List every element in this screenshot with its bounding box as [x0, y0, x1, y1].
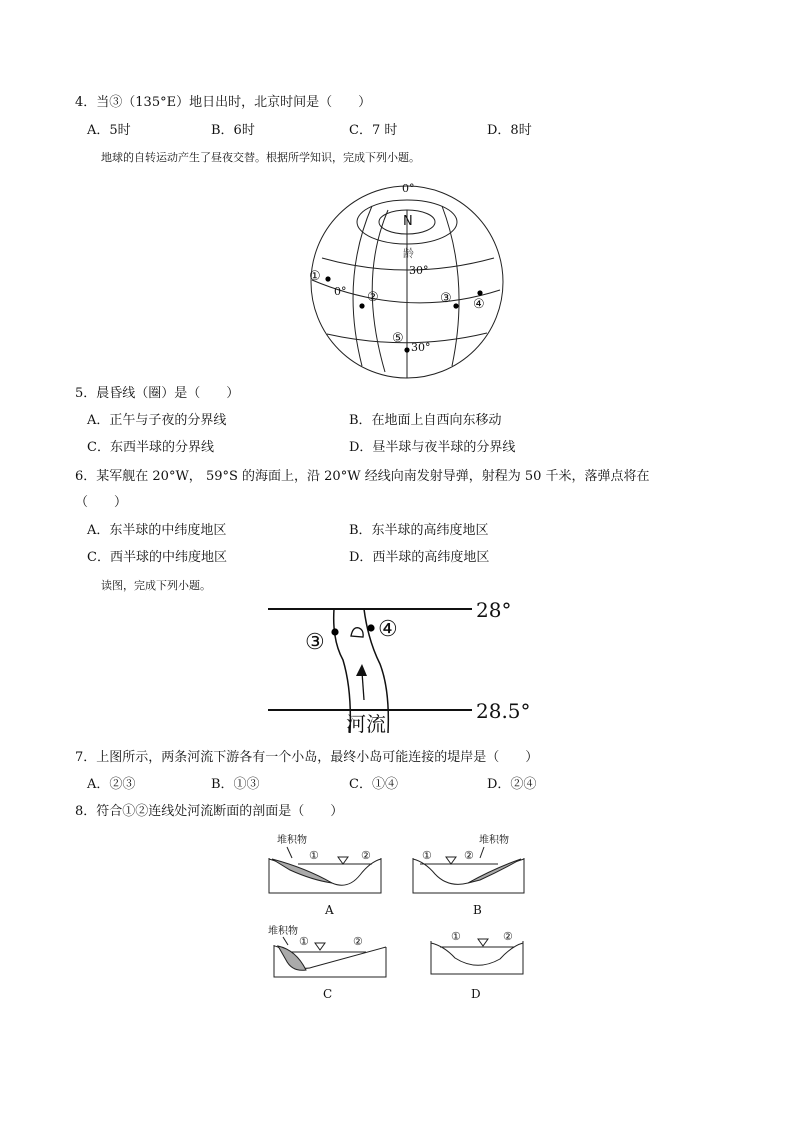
- section-a-marker-2: ②: [361, 849, 371, 862]
- q7-option-b[interactable]: B．①③: [211, 777, 260, 792]
- q7-option-c[interactable]: C．①④: [349, 777, 398, 792]
- globe-label-top-lon: 0°: [402, 182, 415, 195]
- section-a-deposit-label: 堆积物: [277, 835, 307, 846]
- section-a-letter: A: [325, 903, 334, 917]
- section-d-letter: D: [471, 987, 481, 1001]
- river-label-lat-bottom: 28.5°: [476, 699, 531, 723]
- q7-option-d[interactable]: D．②④: [487, 777, 537, 792]
- river-label-lat-top: 28°: [476, 598, 512, 622]
- section-c-deposit-label: 堆积物: [268, 926, 298, 937]
- q5-option-b[interactable]: B．在地面上自西向东移动: [349, 413, 502, 428]
- q6-option-a[interactable]: A．东半球的中纬度地区: [87, 523, 227, 538]
- river-marker-4: ④: [378, 617, 398, 642]
- q7-stem: 7．上图所示，两条河流下游各有一个小岛，最终小岛可能连接的堤岸是（ ）: [75, 750, 539, 765]
- section-d-marker-1: ①: [451, 930, 461, 943]
- section-b-marker-2: ②: [464, 849, 474, 862]
- section-d-profile: [431, 943, 523, 965]
- section-b-marker-1: ①: [422, 849, 432, 862]
- q5-option-c[interactable]: C．东西半球的分界线: [87, 440, 214, 455]
- section-a-deposit: [272, 859, 332, 883]
- q5-option-a[interactable]: A．正午与子夜的分界线: [87, 413, 227, 428]
- q6-stem: 6．某军舰在 20°W， 59°S 的海面上，沿 20°W 经线向南发射导弹，射程为 50 千米，落弹点将在: [75, 469, 650, 484]
- river-marker-3: ③: [305, 630, 325, 655]
- q4-option-b[interactable]: B．6时: [211, 123, 255, 138]
- section-a-marker-1: ①: [309, 849, 319, 862]
- q7-option-a[interactable]: A．②③: [87, 777, 136, 792]
- q5-stem: 5．晨昏线（圈）是（ ）: [75, 386, 240, 401]
- section-d-marker-2: ②: [503, 930, 513, 943]
- section-c-marker-1: ①: [299, 935, 309, 948]
- q6-option-d[interactable]: D．西半球的高纬度地区: [349, 550, 490, 565]
- q6-stem-paren: （ ）: [75, 495, 128, 510]
- q4-option-c[interactable]: C．7 时: [349, 123, 398, 138]
- intro-text-2: 读图，完成下列小题。: [101, 579, 211, 592]
- section-b-deposit-label: 堆积物: [479, 835, 509, 846]
- river-label: 河流: [346, 712, 386, 736]
- section-d-frame: [431, 941, 523, 974]
- globe-marker-1: ①: [309, 269, 321, 284]
- section-b-letter: B: [473, 903, 482, 917]
- q6-option-b[interactable]: B．东半球的高纬度地区: [349, 523, 489, 538]
- q4-option-d[interactable]: D．8时: [487, 123, 532, 138]
- globe-label-0-mid: 0°: [334, 285, 347, 298]
- q8-stem: 8．符合①②连线处河流断面的剖面是（ ）: [75, 804, 344, 819]
- q4-option-a[interactable]: A．5时: [87, 123, 131, 138]
- globe-label-n: N: [403, 214, 413, 229]
- intro-text-1: 地球的自转运动产生了昼夜交替。根据所学知识，完成下列小题。: [101, 151, 420, 164]
- section-c-marker-2: ②: [353, 935, 363, 948]
- globe-label-char: 龄: [403, 247, 414, 260]
- section-c-letter: C: [323, 987, 333, 1001]
- globe-marker-5: ⑤: [392, 331, 404, 346]
- q6-option-c[interactable]: C．西半球的中纬度地区: [87, 550, 227, 565]
- q5-option-d[interactable]: D．昼半球与夜半球的分界线: [349, 440, 516, 455]
- globe-marker-3: ③: [440, 291, 452, 306]
- section-b-deposit: [468, 859, 521, 883]
- globe-label-30s: 30°: [411, 341, 431, 354]
- q4-stem: 4．当③（135°E）地日出时，北京时间是（ ）: [75, 95, 372, 110]
- globe-label-30n: 30°: [409, 264, 429, 277]
- globe-marker-4: ④: [473, 297, 485, 312]
- globe-marker-2: ②: [367, 290, 379, 305]
